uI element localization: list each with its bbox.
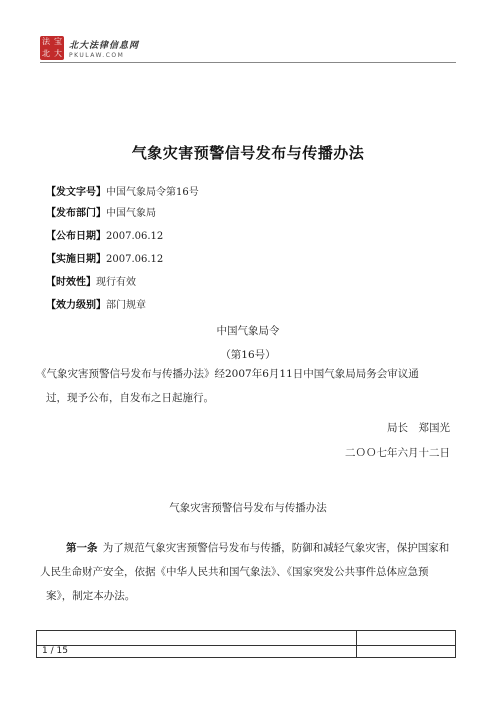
logo-seal: 法 宝 北 大 [42,37,62,58]
sign-date: 二ＯＯ七年六月十二日 [345,447,450,459]
meta-publish-date: 【公布日期】2007.06.12 [46,231,164,242]
meta-doc-number: 【发文字号】中国气象局令第16号 [46,187,199,198]
meta-issuing-dept: 【发布部门】中国气象局 [46,208,156,219]
signer: 局长 郑国光 [387,422,450,434]
meta-validity: 【时效性】现行有效 [46,277,136,288]
header-divider [40,62,456,63]
meta-effective-date: 【实施日期】2007.06.12 [46,254,164,265]
article-1-line-2: 人民生命财产安全，依据《中华人民共和国气象法》、《国家突发公共事件总体应急预 [40,566,429,578]
order-number: （第16号） [220,349,276,361]
preamble-line-1: 《气象灾害预警信号发布与传播办法》经2007年6月11日中国气象局局务会审议通 [36,368,419,380]
article-1-line-3: 案》，制定本办法。 [46,590,136,602]
logo-name-cn: 北大法律信息网 [69,40,140,51]
page-number: 1 / 15 [42,646,68,656]
preamble-line-2: 过，现予公布，自发布之日起施行。 [46,392,214,404]
issuer-line: 中国气象局令 [216,325,280,337]
pkulaw-logo [40,36,139,60]
article-1-line-1: 第一条 为了规范气象灾害预警信号发布与传播，防御和减轻气象灾害，保护国家和 [66,542,450,554]
document-title: 气象灾害预警信号发布与传播办法 [131,144,365,162]
meta-level: 【效力级别】部门规章 [46,300,146,311]
body-subtitle: 气象灾害预警信号发布与传播办法 [169,502,327,514]
page-footer [36,630,456,658]
article-1-label: 第一条 [66,542,98,554]
logo-name-en: PKULAW.COM [69,51,125,59]
